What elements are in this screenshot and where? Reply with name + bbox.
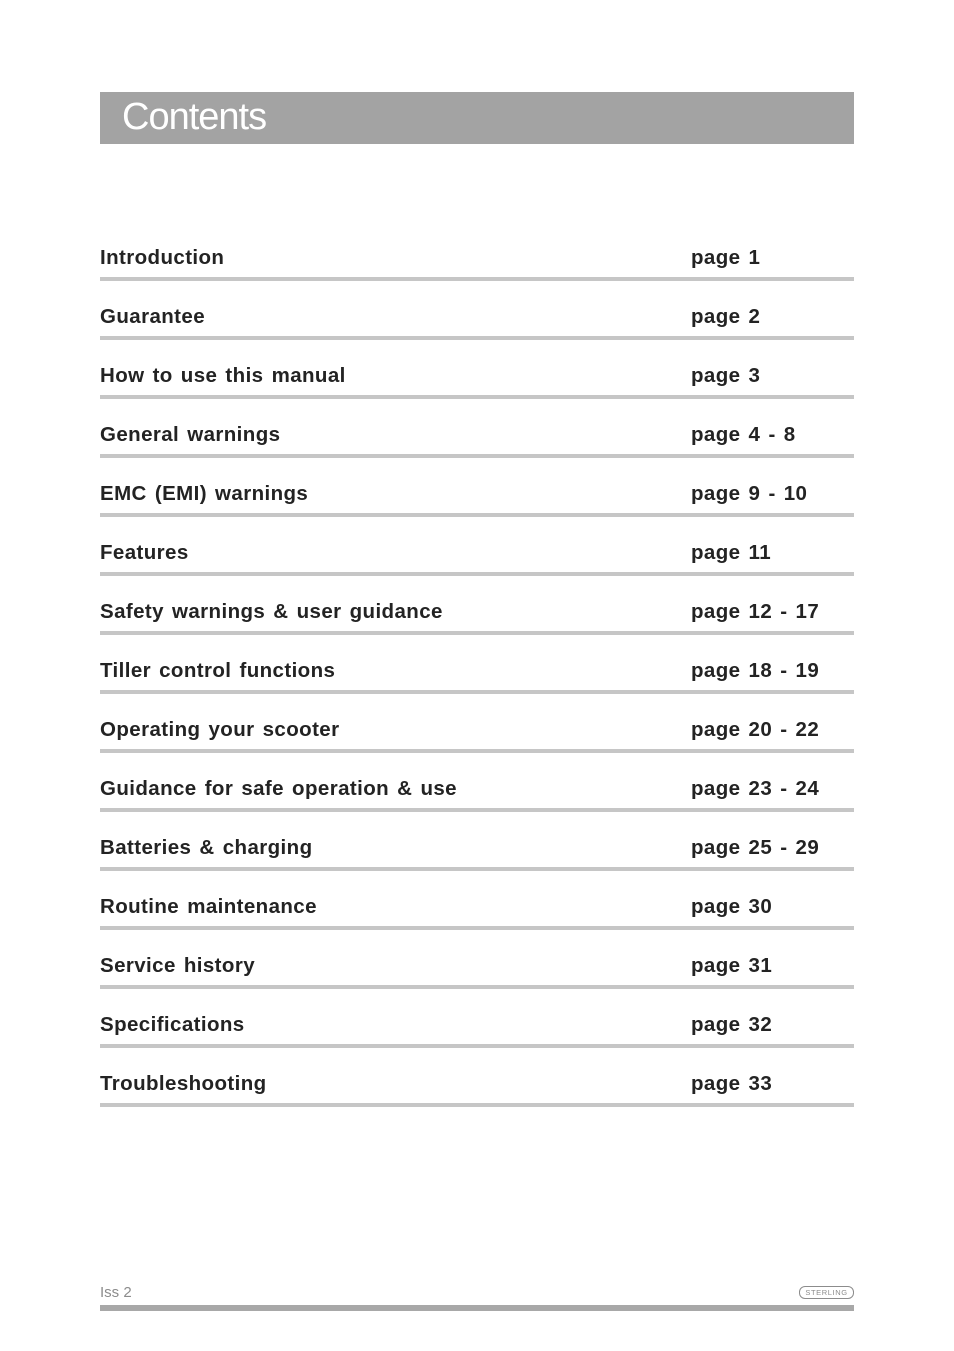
toc-entry-label: How to use this manual: [100, 364, 346, 387]
toc-row-operating[interactable]: [100, 712, 854, 771]
toc-entry-page: page 20 - 22: [691, 718, 820, 741]
toc-divider: [100, 513, 854, 517]
toc-entry-page: page 11: [691, 541, 772, 564]
toc-entry-page: page 2: [691, 305, 761, 328]
toc-entry-label: Service history: [100, 954, 255, 977]
toc-divider: [100, 336, 854, 340]
toc-entry-label: Batteries & charging: [100, 836, 313, 859]
toc-entry-page: page 9 - 10: [691, 482, 808, 505]
toc-divider: [100, 926, 854, 930]
toc-entry-page: page 12 - 17: [691, 600, 820, 623]
toc-row-how-to-use[interactable]: [100, 358, 854, 417]
toc-row-maintenance[interactable]: [100, 889, 854, 948]
toc-entry-page: page 4 - 8: [691, 423, 796, 446]
toc-row-service-history[interactable]: [100, 948, 854, 1007]
toc-divider: [100, 808, 854, 812]
toc-divider: [100, 867, 854, 871]
toc-row-emc-warnings[interactable]: [100, 476, 854, 535]
toc-divider: [100, 572, 854, 576]
toc-entry-label: Introduction: [100, 246, 225, 269]
toc-entry-label: Tiller control functions: [100, 659, 336, 682]
toc-row-guarantee[interactable]: [100, 299, 854, 358]
toc-divider: [100, 395, 854, 399]
toc-entry-label: Operating your scooter: [100, 718, 340, 741]
toc-entry-page: page 32: [691, 1013, 773, 1036]
toc-row-guidance[interactable]: [100, 771, 854, 830]
toc-divider: [100, 277, 854, 281]
toc-divider: [100, 749, 854, 753]
toc-entry-page: page 3: [691, 364, 761, 387]
footer-issue-number: Iss 2: [100, 1284, 132, 1301]
toc-entry-label: Routine maintenance: [100, 895, 317, 918]
toc-divider: [100, 985, 854, 989]
toc-entry-label: General warnings: [100, 423, 281, 446]
toc-entry-label: Guidance for safe operation & use: [100, 777, 457, 800]
toc-entry-page: page 23 - 24: [691, 777, 820, 800]
toc-row-specifications[interactable]: [100, 1007, 854, 1066]
toc-entry-page: page 33: [691, 1072, 773, 1095]
toc-entry-page: page 31: [691, 954, 773, 977]
toc-row-features[interactable]: [100, 535, 854, 594]
toc-entry-label: Features: [100, 541, 189, 564]
toc-divider: [100, 1044, 854, 1048]
toc-row-general-warnings[interactable]: [100, 417, 854, 476]
toc-divider: [100, 690, 854, 694]
toc-divider: [100, 454, 854, 458]
toc-row-safety-warnings[interactable]: [100, 594, 854, 653]
toc-entry-page: page 25 - 29: [691, 836, 820, 859]
toc-entry-label: Guarantee: [100, 305, 205, 328]
toc-row-tiller-control[interactable]: [100, 653, 854, 712]
sterling-logo: STERLING: [799, 1286, 854, 1299]
toc-entry-label: Troubleshooting: [100, 1072, 267, 1095]
title-bar: [100, 92, 854, 144]
toc-entry-page: page 18 - 19: [691, 659, 820, 682]
page-title: Contents: [122, 96, 267, 138]
toc-row-troubleshooting[interactable]: [100, 1066, 854, 1125]
toc-entry-page: page 1: [691, 246, 761, 269]
toc-divider: [100, 631, 854, 635]
toc-entry-label: Specifications: [100, 1013, 245, 1036]
toc-divider: [100, 1103, 854, 1107]
toc-row-introduction[interactable]: [100, 240, 854, 299]
toc-entry-label: EMC (EMI) warnings: [100, 482, 309, 505]
toc-row-batteries[interactable]: [100, 830, 854, 889]
toc-entry-page: page 30: [691, 895, 773, 918]
toc-entry-label: Safety warnings & user guidance: [100, 600, 443, 623]
table-of-contents: [100, 240, 854, 1125]
footer-divider: [100, 1305, 854, 1311]
